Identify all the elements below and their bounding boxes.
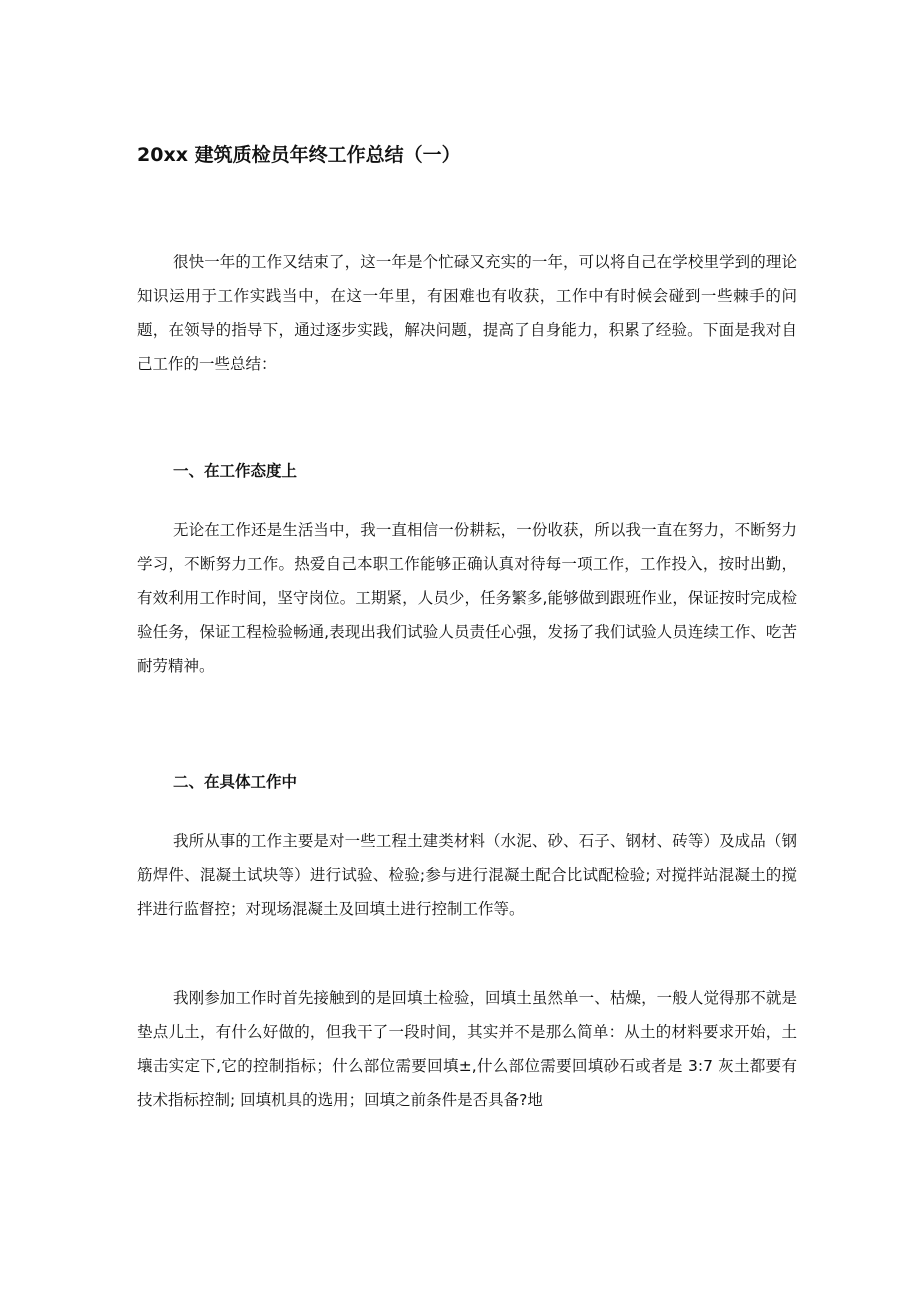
section-paragraph-specific-work-2: 我刚参加工作时首先接触到的是回填土检验，回填土虽然单一、枯燥，一般人觉得那不就是垫点儿土，有什么好做的，但我干了一段时间，其实并不是那么简单：从土的材料要求开始，土壤击实定下,它的控制指标；什么部位需要回填±,什么部位需要回填砂石或者是 3:7 灰土都要有技术指标控制; 回填机具的选用；回填之前条件是否具备?地 [137, 989, 797, 1109]
section-paragraph-specific-work-1: 我所从事的工作主要是对一些工程土建类材料（水泥、砂、石子、钢材、砖等）及成品（钢筋焊件、混凝土试块等）进行试验、检验;参与进行混凝土配合比试配检验; 对搅拌站混凝土的搅拌进行监督控；对现场混凝土及回填土进行控制工作等。 [137, 832, 797, 918]
document-title: 20xx 建筑质检员年终工作总结（一） [137, 144, 461, 166]
section-heading-work-attitude: 一、在工作态度上 [173, 462, 298, 480]
section-heading-specific-work: 二、在具体工作中 [173, 773, 298, 791]
section-paragraph-work-attitude: 无论在工作还是生活当中，我一直相信一份耕耘，一份收获，所以我一直在努力，不断努力学习，不断努力工作。热爱自己本职工作能够正确认真对待每一项工作，工作投入，按时出勤，有效利用工作时间，坚守岗位。工期紧，人员少，任务繁多,能够做到跟班作业，保证按时完成检验任务，保证工程检验畅通,表现出我们试验人员责任心强，发扬了我们试验人员连续工作、吃苦耐劳精神。 [137, 521, 797, 675]
intro-paragraph: 很快一年的工作又结束了，这一年是个忙碌又充实的一年，可以将自己在学校里学到的理论知识运用于工作实践当中，在这一年里，有困难也有收获，工作中有时候会碰到一些棘手的问题，在领导的指导下，通过逐步实践，解决问题，提高了自身能力，积累了经验。下面是我对自己工作的一些总结： [137, 253, 797, 373]
